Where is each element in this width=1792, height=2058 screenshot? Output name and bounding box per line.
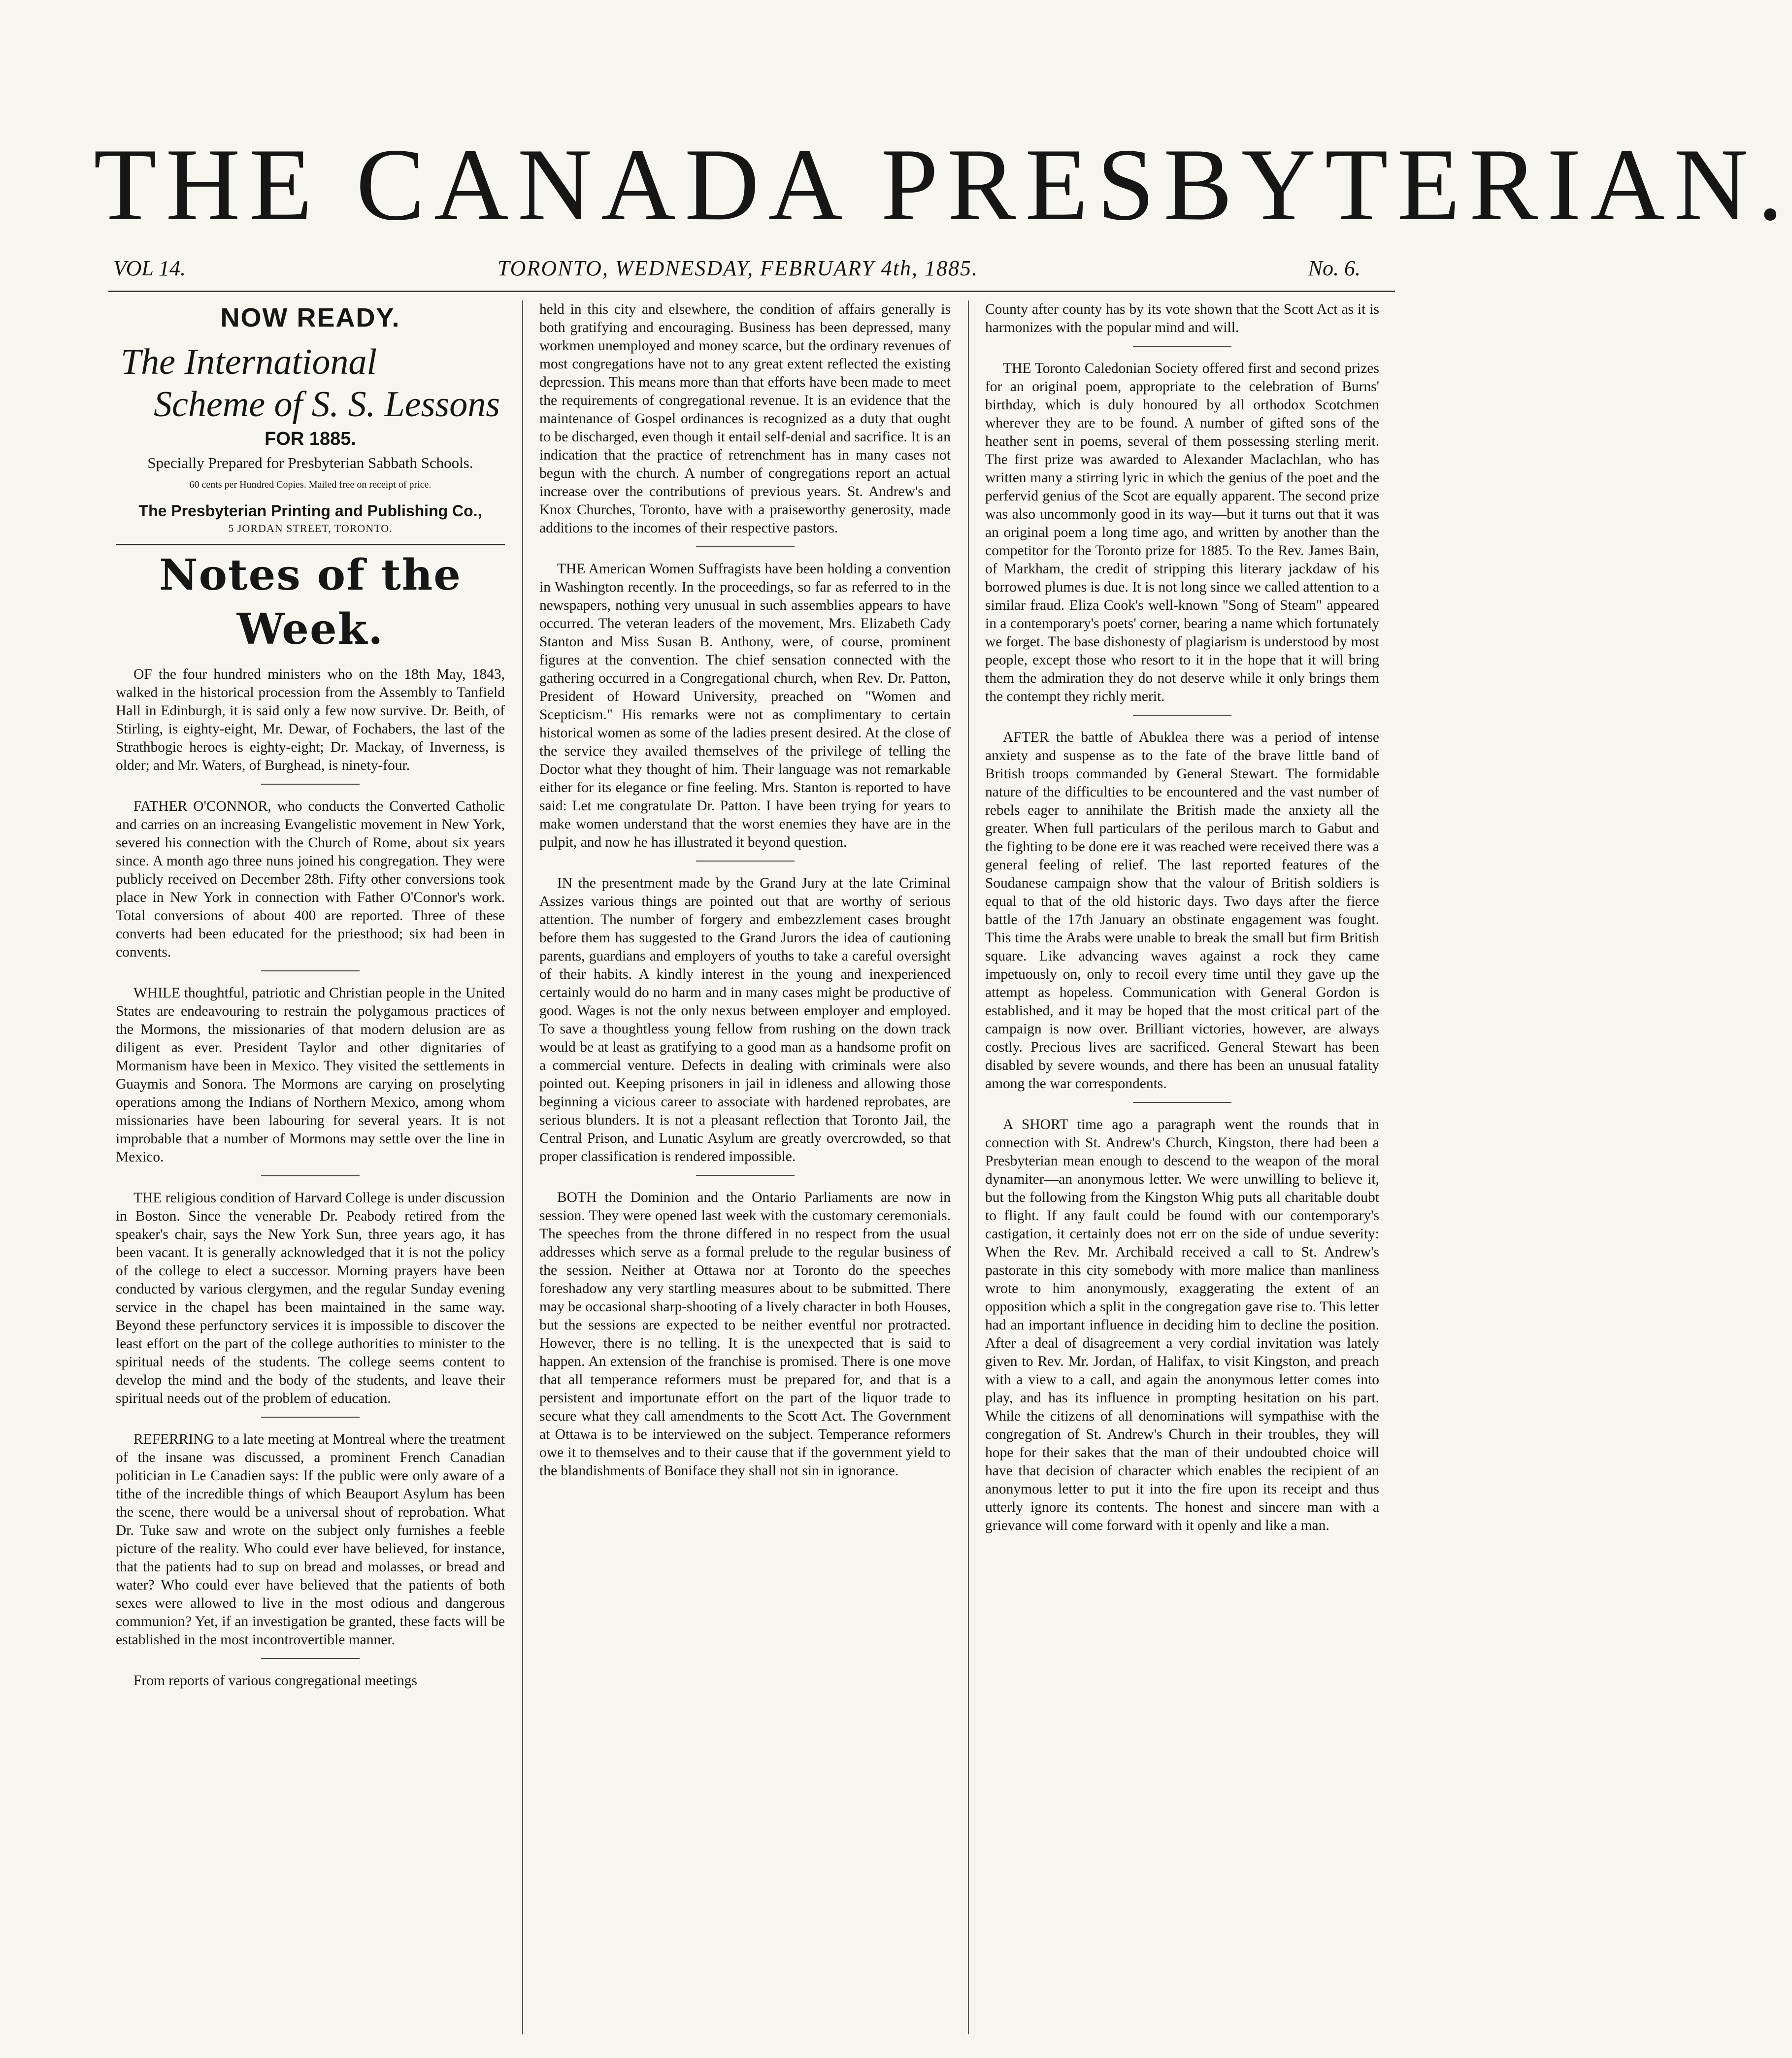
column-divider (968, 300, 969, 2034)
masthead-rule (108, 291, 1395, 292)
ad-title: NOW READY. (220, 303, 400, 332)
column-1 (116, 300, 505, 2034)
ad-scheme-line-2: Scheme of S. S. Lessons (154, 384, 500, 425)
news-paragraph: THE religious condition of Harvard College is under discussion in Boston. Since the venerable Dr. Peabody retired from the speaker's chair, says the New York Sun, three years ago, it has been vacant. It is generally acknowledged that it is not the policy of the college to elect a successor. Morning prayers have been conducted by various clergymen, and the regular Sunday evening service in the chapel has been maintained in the same way. Beyond these perfunctory services it is impossible to discover the least effort on the part of the college authorities to minister to the spiritual needs of the students. The college seems content to develop the mind and the body of the students, and leave their spiritual needs out of the problem of education. (116, 1189, 505, 1418)
news-paragraph-start: From reports of various congregational meetings (133, 1673, 417, 1689)
ad-year: FOR 1885. (265, 429, 356, 449)
ad-company: The Presbyterian Printing and Publishing Co., (138, 502, 482, 520)
ad-price: 60 cents per Hundred Copies. Mailed free on receipt of price. (189, 479, 431, 490)
news-paragraph-continued: held in this city and elsewhere, the condition of affairs generally is both gratifying and encouraging. Business has been depressed, many workmen unemployed and money scarce, but the ordinary revenues of most congregations have not to any great extent reflected the existing depression. This means more than that efforts have been made to meet the requirements of congregational revenue. It is an evidence that the maintenance of Gospel ordinances is recognized as a duty that ought to be discharged, even though it entail self-denial and sacrifice. It is an indication that the practice of retrenchment has in many cases not begun with the church. A number of congregations report an actual increase over the contributions of previous years. St. Andrew's and Knox Churches, Toronto, have with a praiseworthy generosity, made additions to the incomes of their respective pastors. (539, 300, 951, 547)
ad-subtitle: Specially Prepared for Presbyterian Sabbath Schools. (147, 454, 473, 471)
place-and-date: TORONTO, WEDNESDAY, FEBRUARY 4th, 1885. (498, 256, 979, 280)
section-heading: Notes of the Week. (159, 550, 462, 654)
volume-number: VOL 14. (113, 256, 186, 280)
news-paragraph: AFTER the battle of Abuklea there was a period of intense anxiety and suspense as to the fate of the brave little band of British troops commanded by General Stewart. The formidable nature of the difficulties to be encountered and the vast number of rebels eager to annihilate the British made the anxiety all the greater. When full particulars of the perilous march to Gabut and the fighting to be done ere it was reached were received there was a general feeling of relief. The last reported features of the Soudanese campaign show that the valour of British soldiers is equal to that of the old historic days. Two days after the fierce battle of the 17th January an obstinate engagement was fought. This time the Arabs were unable to break the small but firm British square. Like advancing waves against a rock they came impetuously on, only to recoil every time until they gave up the attempt as hopeless. Communication with General Gordon is established, and it may be hoped that the most critical part of the campaign is now over. Brilliant victories, however, are always costly. Precious lives are sacrificed. General Stewart has been disabled by severe wounds, and there has been an unusual fatality among the war correspondents. (985, 729, 1379, 1103)
dateline (113, 254, 1390, 283)
news-paragraph: BOTH the Dominion and the Ontario Parliaments are now in session. They were opened last week with the customary ceremonials. The speeches from the throne differed in no respect from the usual addresses which serve as a formal prelude to the regular business of the session. Neither at Ottawa nor at Toronto do the speeches foreshadow any very startling measures about to be submitted. There may be occasional sharp-shooting of a lively character in both Houses, but the sessions are expected to be neither eventful nor protracted. However, there is no telling. It is the unexpected that is said to happen. An extension of the franchise is promised. There is one move that all temperance reformers must be prepared for, and that is a persistent and importunate effort on the part of the liquor trade to secure what they call amendments to the Scott Act. The Government at Ottawa is to be interviewed on the subject. Temperance reformers owe it to themselves and to their cause that if the government yield to the blandishments of Boniface they shall not sin in ignorance. (539, 1190, 951, 1479)
news-paragraph: OF the four hundred ministers who on the 18th May, 1843, walked in the historical procession from the Assembly to Tanfield Hall in Edinburgh, it is said only a few now survive. Dr. Beith, of Stirling, is eighty-eight, Mr. Dewar, of Fochabers, the last of the Strathbogie heroes is eighty-eight; Dr. Mackay, of Inverness, is older; and Mr. Waters, of Burghead, is ninety-four. (116, 665, 505, 785)
ad-scheme-line-1: The International (121, 342, 377, 382)
news-paragraph: THE American Women Suffragists have been holding a convention in Washington recently. In the proceedings, so far as referred to in the newspapers, nothing very unusual in such assemblies appears to have occurred. The veteran leaders of the movement, Mrs. Elizabeth Cady Stanton and Miss Susan B. Anthony, were, of course, prominent figures at the convention. The chief sensation connected with the gathering occurred in a Congregational church, when Rev. Dr. Patton, President of Howard University, preached on "Women and Scepticism." His remarks were not as complimentary to certain historical women as some of the ladies present desired. At the close of the service they availed themselves of the privilege of telling the Doctor what they thought of him. Their language was not remarkable either for its elegance or fine feeling. Mrs. Stanton is reported to have said: Let me congratulate Dr. Patton. I have been trying for years to make women understand that the worst enemies they have are in the pulpit, and now he has illustrated it beyond question. (539, 560, 951, 862)
news-paragraph: WHILE thoughtful, patriotic and Christian people in the United States are endeavouring to restrain the polygamous practices of the Mormons, the missionaries of that modern delusion are as diligent as ever. President Taylor and other dignitaries of Mormanism have been in Mexico. They visited the settlements in Guaymis and Sonora. The Mormons are carying on proselyting operations among the Indians of Northern Mexico, among whom missionaries have been labouring for several years. It is not improbable that a number of Mormons may settle over the line in Mexico. (116, 984, 505, 1176)
advertisement (116, 300, 505, 536)
column-divider (522, 300, 523, 2034)
masthead-title: THE CANADA PRESBYTERIAN. (94, 128, 1792, 242)
news-paragraph: A SHORT time ago a paragraph went the rounds that in connection with St. Andrew's Church, Kingston, there had been a Presbyterian mean enough to descend to the weapon of the moral dynamiter—an anonymous letter. We were unwilling to believe it, but the following from the Kingston Whig puts all charitable doubt to flight. If any fault could be found with our contemporary's castigation, it certainly does not err on the side of undue severity: When the Rev. Mr. Archibald received a call to St. Andrew's pastorate in this city somebody with more malice than manliness wrote to him anonymously, exaggerating the extent of an opposition which a split in the congregation gave rise to. This letter had an important influence in deciding him to decline the position. After a deal of disagreement a very cordial invitation was lately given to Rev. Mr. Jordan, of Halifax, to visit Kingston, and preach with a view to a call, and again the anonymous letter comes into play, and has its influence in prompting hesitation on his part. While the citizens of all denominations will sympathise with the congregation of St. Andrew's Church in their troubles, they will hope for their sakes that the man of their undoubted choice will have that decision of character which enables the recipient of an anonymous letter to put it into the fire upon its receipt and thus utterly ignore its contents. The honest and sincere man with a grievance will come forward with it openly and like a man. (985, 1117, 1379, 1533)
section-rule (116, 544, 505, 545)
news-paragraph-continued: County after county has by its vote shown that the Scott Act as it is harmonizes with the popular mind and will. (985, 300, 1379, 347)
news-paragraph: THE Toronto Caledonian Society offered first and second prizes for an original poem, appropriate to the celebration of Burns' birthday, which is duly honoured by all orthodox Scotchmen wherever they are to be found. A number of gifted sons of the heather sent in poems, several of them possessing sterling merit. The first prize was awarded to Alexander Maclachlan, who has written many a stirring lyric in which the genius of the poet and the perfervid genius of the Scot are equally apparent. The second prize was also uncommonly good in its way—but it turns out that it was an original poem a long time ago, and written by another than the competitor for the Toronto prize for 1885. To the Rev. James Bain, of Markham, the credit of stripping this literary jackdaw of his borrowed plumes is due. It is not long since we called attention to a similar fraud. Eliza Cook's well-known "Song of Steam" appeared in a contemporary's poets' corner, bearing a name which fortunately we forget. The base dishonesty of plagiarism is understood by most people, except those who resort to it in the hope that it will bring them the admiration they do not deserve while it only brings them the contempt they richly merit. (985, 360, 1379, 716)
news-paragraph: FATHER O'CONNOR, who conducts the Converted Catholic and carries on an increasing Evangelistic movement in New York, severed his connection with the Church of Rome, about six years since. A month ago three nuns joined his congregation. They were publicly received on December 28th. Fifty other conversions took place in New York in connection with Father O'Connor's work. Total conversions of about 400 are reported. Three of these converts had been educated for the priesthood; six had been in convents. (116, 797, 505, 971)
news-paragraph: IN the presentment made by the Grand Jury at the late Criminal Assizes various things are pointed out that are worthy of serious attention. The number of forgery and embezzlement cases brought before them has suggested to the Grand Jurors the idea of cautioning parents, guardians and employers of youths to take a careful oversight of their habits. A kindly interest in the young and inexperienced certainly would do no harm and in many cases might be productive of good. Wages is not the only nexus between employer and employed. To save a thoughtless young fellow from rushing on the down track would be at least as gratifying to a good man as a handsome profit on a commercial venture. Defects in dealing with criminals were also pointed out. Keeping prisoners in jail in idleness and allowing those beginning a vicious career to associate with hardened reprobates, are serious blunders. It is not a pleasant reflection that Toronto Jail, the Central Prison, and Lunatic Asylum are greatly overcrowded, so that proper classification is rendered impossible. (539, 874, 951, 1176)
column-3 (985, 300, 1379, 2034)
issue-number: No. 6. (1308, 256, 1361, 280)
column-2 (539, 300, 951, 2034)
ad-address: 5 JORDAN STREET, TORONTO. (228, 522, 393, 534)
news-paragraph: REFERRING to a late meeting at Montreal where the treatment of the insane was discussed, a prominent French Canadian politician in Le Canadien says: If the public were only aware of a tithe of the incredible things of which Beauport Asylum has been the scene, there would be a universal shout of reprobation. What Dr. Tuke saw and wrote on the subject only furnishes a feeble picture of the reality. Who could ever have believed, for instance, that the patients had to sup on bread and molasses, or bread and water? Who could ever have believed that the patients of both sexes were allowed to live in the most odious and dangerous communion? Yet, if an investigation be granted, these facts will be established in the most incontrovertible manner. (116, 1430, 505, 1659)
